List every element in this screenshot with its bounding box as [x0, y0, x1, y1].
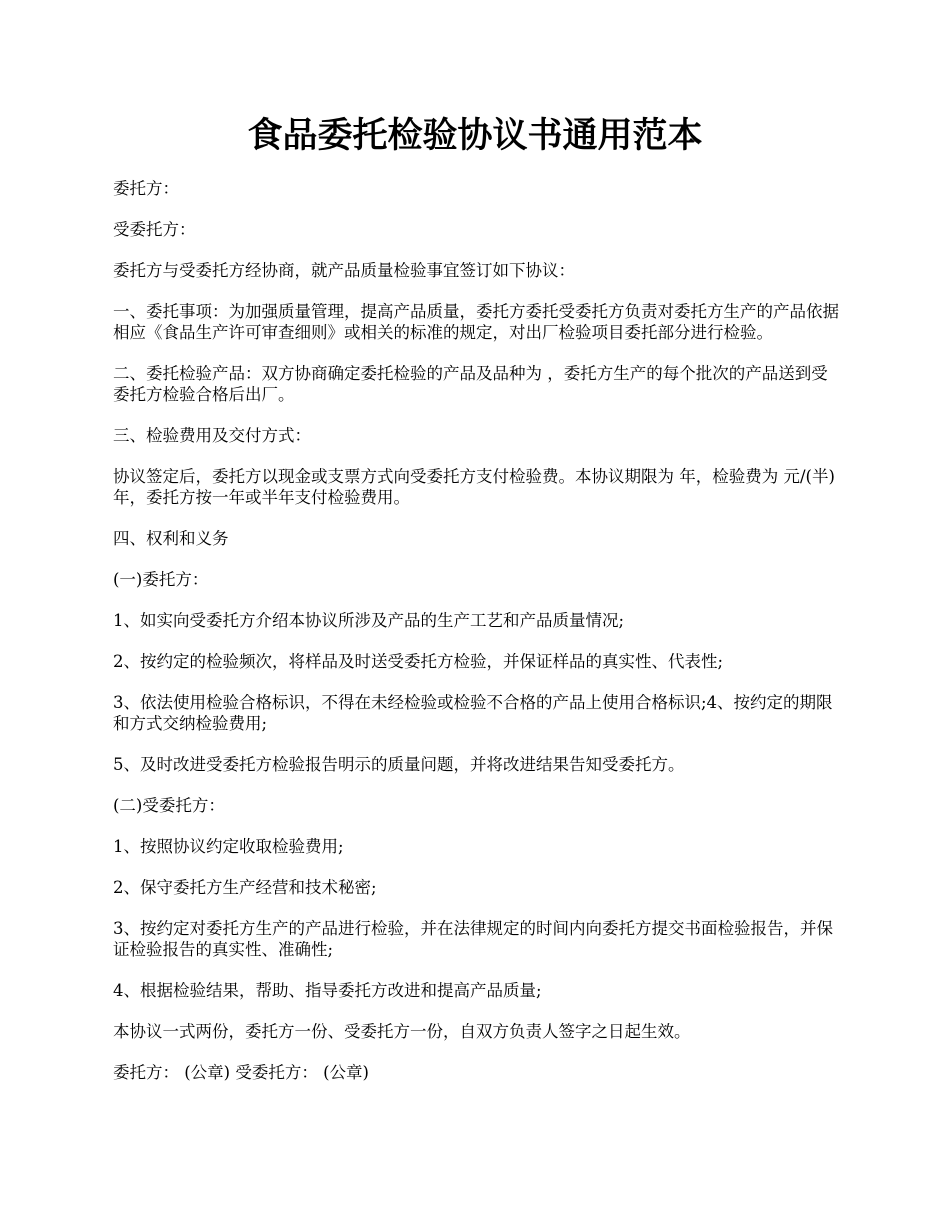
clause-2-products: 二、委托检验产品：双方协商确定委托检验的产品及品种为 ，委托方生产的每个批次的产品送到受委托方检验合格后出厂。 — [113, 364, 828, 404]
document-body — [113, 178, 840, 1103]
clause-4-heading: 四、权利和义务 — [113, 529, 229, 548]
party-b-duty-3: 3、按约定对委托方生产的产品进行检验，并在法律规定的时间内向委托方提交书面检验报告，并保证检验报告的真实性、准确性; — [113, 919, 833, 959]
effectiveness-clause: 本协议一式两份，委托方一份、受委托方一份，自双方负责人签字之日起生效。 — [113, 1022, 691, 1041]
party-a-duty-1: 1、如实向受委托方介绍本协议所涉及产品的生产工艺和产品质量情况; — [113, 611, 625, 630]
party-a-duty-2: 2、按约定的检验频次，将样品及时送受委托方检验，并保证样品的真实性、代表性; — [113, 652, 724, 671]
clause-3-heading: 三、检验费用及交付方式： — [113, 426, 311, 445]
intro-paragraph: 委托方与受委托方经协商，就产品质量检验事宜签订如下协议： — [113, 261, 575, 280]
party-b-duty-2: 2、保守委托方生产经营和技术秘密; — [113, 878, 377, 897]
party-a-line: 委托方： — [113, 179, 179, 198]
party-b-duty-1: 1、按照协议约定收取检验费用; — [113, 837, 344, 856]
party-a-duties-heading: (一)委托方： — [113, 570, 209, 589]
clause-1-entrusted-matters: 一、委托事项：为加强质量管理，提高产品质量，委托方委托受委托方负责对委托方生产的产品依据相应《食品生产许可审查细则》或相关的标准的规定，对出厂检验项目委托部分进行检验。 — [113, 302, 839, 342]
party-b-duty-4: 4、根据检验结果，帮助、指导委托方改进和提高产品质量; — [113, 981, 542, 1000]
signature-line: 委托方： (公章) 受委托方： (公章) — [113, 1063, 369, 1082]
party-b-line: 受委托方： — [113, 220, 196, 239]
party-a-duty-3-4: 3、依法使用检验合格标识，不得在未经检验或检验不合格的产品上使用合格标识;4、按约定的期限和方式交纳检验费用; — [113, 693, 833, 733]
party-a-duty-5: 5、及时改进受委托方检验报告明示的质量问题，并将改进结果告知受委托方。 — [113, 755, 685, 774]
party-b-duties-heading: (二)受委托方： — [113, 796, 225, 815]
clause-3-fees: 协议签定后，委托方以现金或支票方式向受委托方支付检验费。本协议期限为 年，检验费为 元/(半)年，委托方按一年或半年支付检验费用。 — [113, 467, 835, 507]
document-title: 食品委托检验协议书通用范本 — [247, 115, 703, 156]
